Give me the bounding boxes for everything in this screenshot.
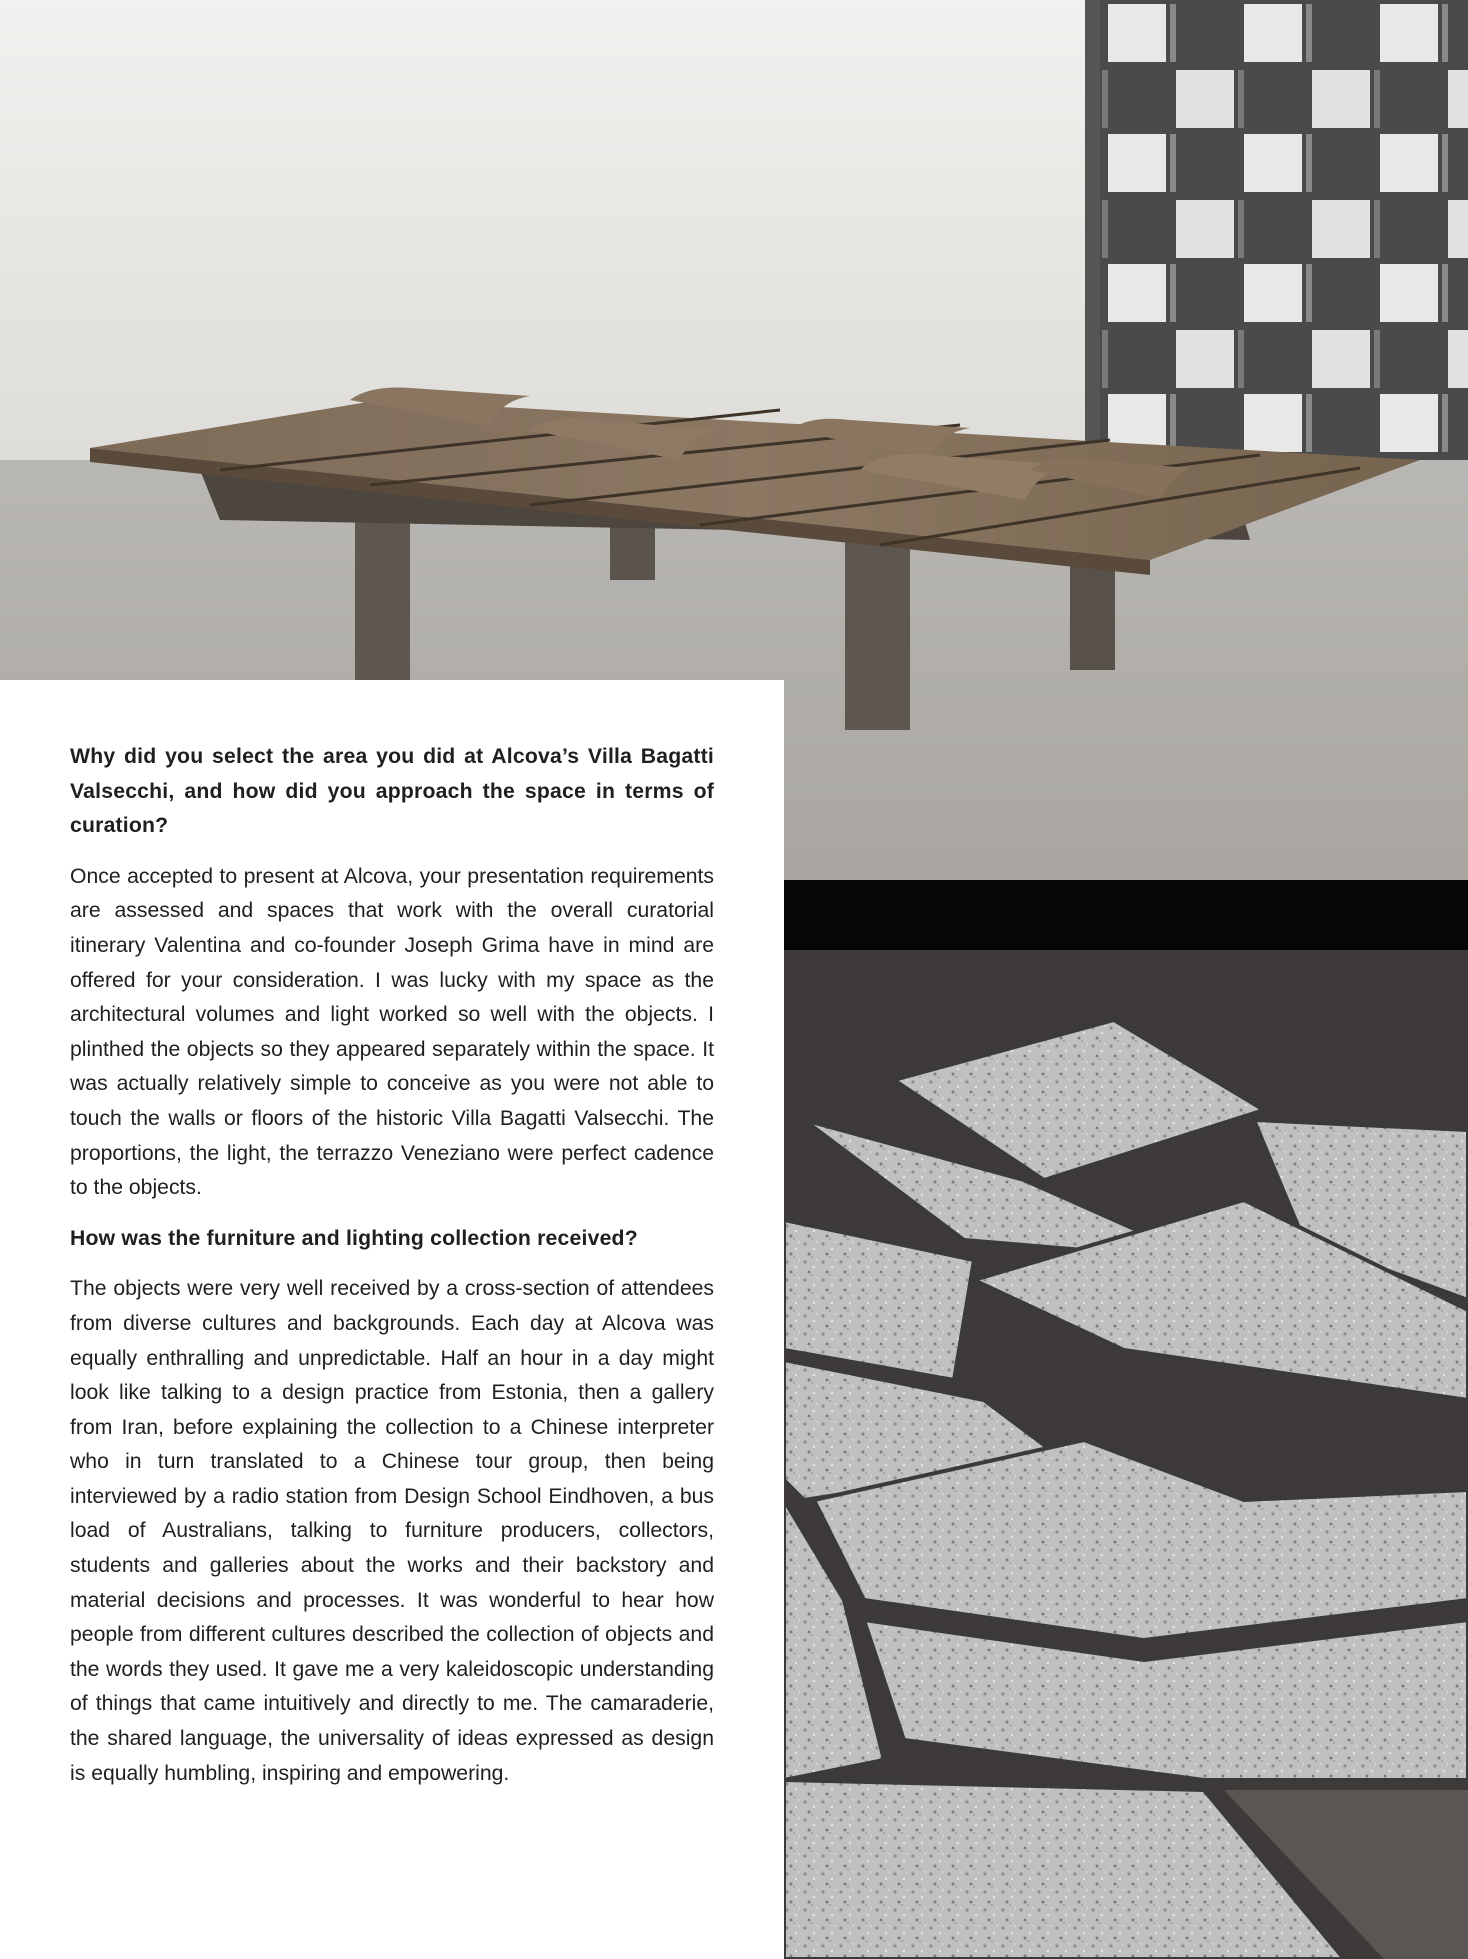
question-1: Why did you select the area you did at Alcova’s Villa Bagatti Valsecchi, and how did you approach the space in terms of curation? <box>70 745 714 838</box>
text-panel <box>0 680 784 1959</box>
answer-2: The objects were very well received by a cross-section of attendees from diverse cultures and backgrounds. Each day at Alcova was equally enthralling and unpredictable. Half an hour in a day might look like talking to a design practice from Estonia, then a gallery from Iran, before explaining the collection to a Chinese interpreter who in turn translated to a Chinese tour group, then being interviewed by a radio station from Design School Eindhoven, a bus load of Australians, talking to furniture producers, collectors, students and galleries about the works and their backstory and material decisions and processes. It was wonderful to hear how people from different cultures described the collection of objects and the words they used. It gave me a very kaleidoscopic understanding of things that came intuitively and directly to me. The camaraderie, the shared language, the universality of ideas expressed as design is equally humbling, inspiring and empowering. <box>70 1277 714 1785</box>
interview-article <box>70 740 714 1807</box>
answer-1: Once accepted to present at Alcova, your presentation requirements are assessed and spaces that work with the overall curatorial itinerary Valentina and co-founder Joseph Grima have in mind are offered for your consideration. I was lucky with my space as the architectural volumes and light worked so well with the objects. I plinthed the objects so they appeared separately within the space. It was actually relatively simple to conceive as you were not able to touch the walls or floors of the historic Villa Bagatti Valsecchi. The proportions, the light, the terrazzo Veneziano were perfect cadence to the objects. <box>70 864 714 1200</box>
ceramic-photo <box>784 880 1468 1959</box>
question-2: How was the furniture and lighting collection received? <box>70 1226 638 1250</box>
